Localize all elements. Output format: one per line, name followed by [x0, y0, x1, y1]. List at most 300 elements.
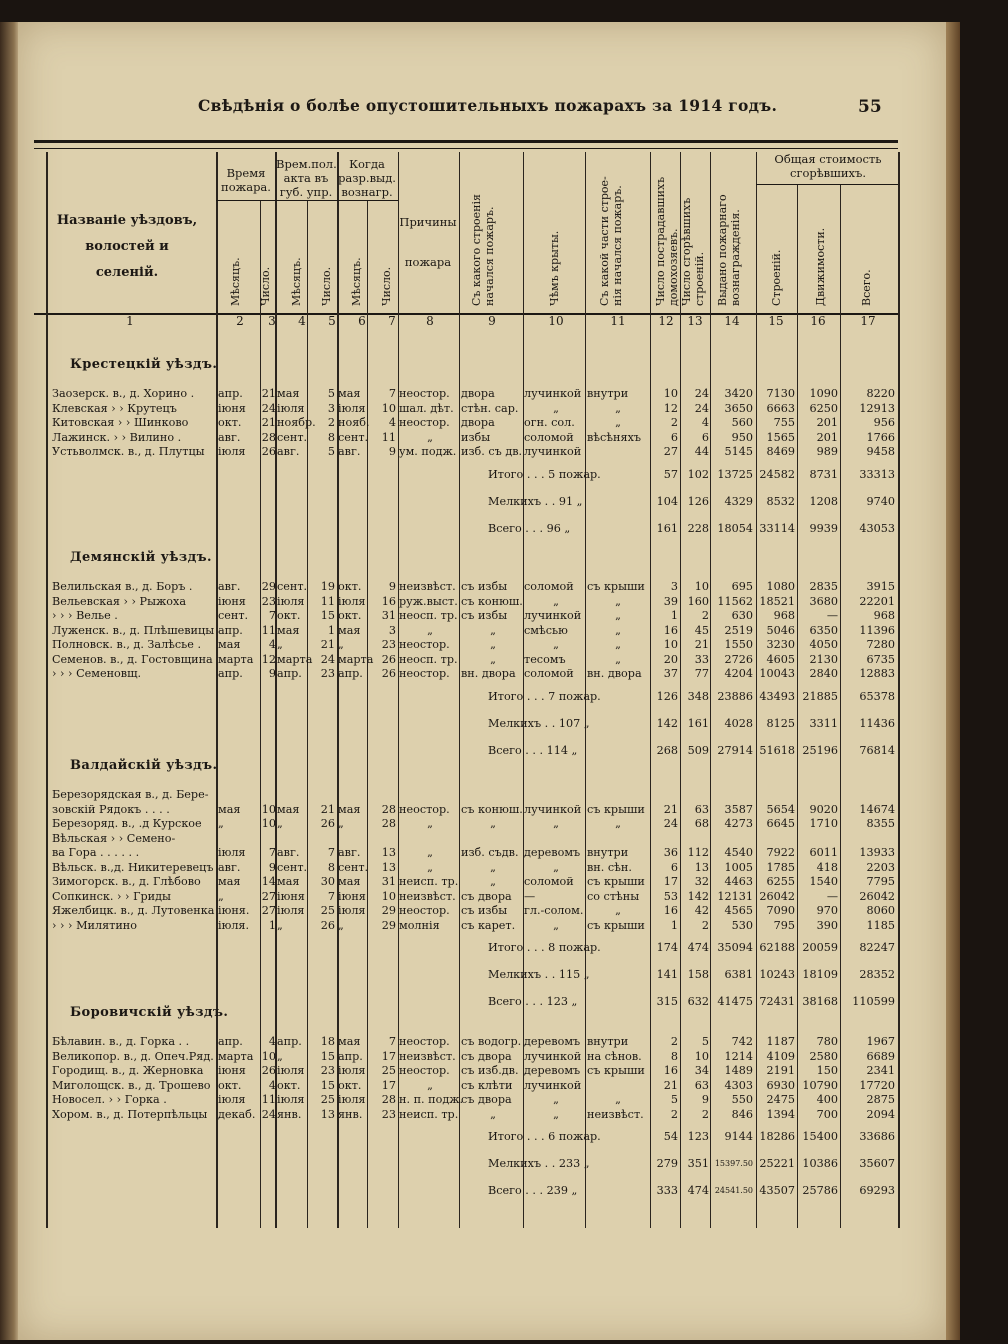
- table-cell: со стѣны: [587, 889, 640, 903]
- vh-day-1: Число.: [259, 266, 272, 306]
- table-cell: съ избы: [461, 580, 508, 593]
- total-value: 8532: [766, 494, 795, 508]
- table-cell: 1: [670, 609, 678, 622]
- table-cell: 10043: [759, 667, 795, 680]
- table-cell: 5: [670, 1093, 678, 1106]
- table-cell: окт.: [338, 580, 362, 593]
- total-label: Итого . . . 5 пожар.: [488, 467, 601, 481]
- table-cell: 21: [694, 638, 709, 651]
- table-cell: окт.: [277, 609, 301, 622]
- table-cell: 25: [320, 1093, 335, 1106]
- total-value: 35094: [717, 941, 753, 954]
- table-cell: 4: [268, 1035, 276, 1048]
- table-cell: „: [277, 1049, 283, 1063]
- table-cell: 6930: [766, 1078, 795, 1092]
- table-cell: двора: [461, 387, 495, 400]
- table-cell: 10: [694, 580, 709, 593]
- table-cell: 2: [327, 416, 335, 429]
- table-cell: 13: [381, 860, 396, 874]
- total-value: 21885: [802, 689, 838, 703]
- table-cell: 44: [694, 445, 709, 458]
- table-cell: деревомъ: [524, 1035, 581, 1048]
- column-line: [46, 152, 48, 1228]
- table-cell: „: [615, 416, 621, 429]
- table-cell: 6: [701, 430, 709, 444]
- table-cell: 18521: [759, 594, 795, 608]
- settlement-name: ва Гора . . . . . .: [52, 846, 140, 859]
- total-label: Всего . . . 114 „: [488, 743, 578, 757]
- table-cell: апр.: [338, 667, 363, 680]
- table-cell: 8355: [866, 817, 895, 830]
- table-cell: неосп. тр.: [399, 609, 458, 622]
- table-cell: 530: [731, 918, 753, 932]
- table-cell: „: [277, 817, 283, 830]
- table-cell: „: [338, 817, 344, 830]
- table-cell: „: [615, 401, 621, 415]
- total-value: 268: [656, 743, 678, 757]
- table-cell: 6645: [766, 817, 795, 830]
- table-cell: 6: [670, 860, 678, 874]
- total-value: 28352: [859, 968, 895, 981]
- table-cell: 23: [320, 667, 335, 680]
- column-number: 12: [658, 314, 674, 328]
- table-cell: 53: [663, 889, 678, 903]
- table-cell: внутри: [587, 387, 629, 400]
- table-cell: марта: [218, 652, 254, 666]
- table-cell: марта: [218, 1049, 254, 1063]
- total-value: 4329: [724, 494, 753, 508]
- table-cell: 1489: [724, 1064, 753, 1077]
- table-cell: 10: [381, 401, 396, 415]
- table-cell: іюля.: [218, 918, 250, 932]
- table-cell: авг.: [218, 430, 241, 444]
- table-cell: 6250: [809, 401, 838, 415]
- settlement-name: Заозерск. в., д. Хорино .: [52, 387, 195, 400]
- table-cell: 560: [731, 416, 753, 429]
- time-group-rule: [216, 200, 398, 201]
- table-cell: 4565: [724, 904, 753, 917]
- table-cell: 4605: [766, 652, 795, 666]
- table-cell: 1187: [766, 1035, 795, 1048]
- table-cell: 6: [670, 430, 678, 444]
- table-cell: гл.-солом.: [524, 904, 584, 917]
- settlement-name: Березоряд. в., .д Курское: [52, 817, 202, 830]
- total-value: 6381: [724, 968, 753, 981]
- settlement-name: Городищ. в., д. Жерновка: [52, 1064, 204, 1077]
- table-cell: 12913: [859, 401, 895, 415]
- table-cell: 27: [261, 904, 276, 917]
- settlement-name: Велильская в., д. Боръ .: [52, 580, 193, 593]
- total-value: 18286: [759, 1130, 795, 1143]
- table-cell: „: [615, 638, 621, 651]
- table-cell: 10: [663, 387, 678, 400]
- column-number: 15: [768, 314, 784, 328]
- col-header-cause: Причины пожара: [399, 215, 457, 269]
- table-cell: неостор.: [399, 802, 450, 816]
- table-cell: деревомъ: [524, 1064, 581, 1077]
- table-cell: нояб.: [338, 416, 370, 429]
- table-cell: 11: [381, 430, 396, 444]
- table-cell: 17: [663, 875, 678, 888]
- table-cell: апр.: [218, 387, 243, 400]
- total-value: 62188: [759, 941, 795, 954]
- table-cell: 12131: [717, 889, 753, 903]
- table-cell: іюля: [218, 1093, 246, 1106]
- binding-edge: [0, 22, 20, 1340]
- total-value: 51618: [759, 743, 795, 757]
- table-cell: неисп. тр.: [399, 1107, 459, 1121]
- table-cell: съ двора: [461, 1049, 512, 1063]
- table-cell: янв.: [338, 1107, 363, 1121]
- table-cell: 2130: [809, 652, 838, 666]
- table-cell: 26042: [759, 889, 795, 903]
- settlement-name: Устьволмск. в., д. Плутцы: [52, 445, 205, 458]
- table-cell: съ крыши: [587, 802, 645, 816]
- table-cell: ум. подж.: [399, 445, 457, 458]
- table-cell: 24: [320, 652, 335, 666]
- total-value: 142: [656, 716, 678, 730]
- table-cell: съ крыши: [587, 918, 645, 932]
- total-value: 10386: [802, 1157, 838, 1170]
- table-cell: 26: [381, 667, 396, 680]
- table-cell: 970: [816, 904, 838, 917]
- table-cell: 3: [388, 623, 396, 637]
- top-rule-thin: [34, 148, 898, 149]
- table-cell: 989: [816, 445, 838, 458]
- total-value: 3311: [809, 716, 838, 730]
- table-cell: избы: [461, 430, 491, 444]
- table-cell: 28: [381, 802, 396, 816]
- settlement-name: › › › Семеновщ.: [52, 667, 142, 680]
- table-cell: іюля: [218, 846, 246, 859]
- table-cell: 3230: [766, 638, 795, 651]
- table-cell: 9: [701, 1093, 709, 1106]
- table-cell: съ конюш.: [461, 594, 523, 608]
- table-cell: 1785: [766, 860, 795, 874]
- table-cell: 13: [381, 846, 396, 859]
- table-cell: неизвѣст.: [399, 580, 456, 593]
- column-number: 2: [236, 314, 244, 328]
- total-value: 474: [687, 1184, 709, 1197]
- table-cell: „: [338, 638, 344, 651]
- total-value: 15397.50: [714, 1159, 753, 1168]
- total-value: 161: [687, 716, 709, 730]
- table-cell: 4303: [724, 1078, 753, 1092]
- column-number: 8: [426, 314, 434, 328]
- table-cell: 10: [663, 638, 678, 651]
- table-cell: 6350: [809, 623, 838, 637]
- table-cell: мая: [338, 875, 361, 888]
- table-cell: 2840: [809, 667, 838, 680]
- total-value: 15400: [802, 1130, 838, 1143]
- vh-month-3: Мѣсяцъ.: [350, 257, 363, 306]
- table-cell: 7: [327, 846, 335, 859]
- table-cell: „: [553, 401, 559, 415]
- table-cell: 1185: [866, 918, 895, 932]
- table-cell: 10: [694, 1049, 709, 1063]
- table-cell: 968: [773, 609, 795, 622]
- table-cell: 2094: [866, 1107, 895, 1121]
- table-cell: неизвѣст.: [587, 1107, 644, 1121]
- table-cell: іюня.: [218, 904, 250, 917]
- table-cell: 31: [381, 875, 396, 888]
- settlement-name: Зимогорск. в., д. Глѣбово: [52, 875, 201, 888]
- table-cell: 201: [816, 430, 838, 444]
- total-value: 9740: [866, 494, 895, 508]
- col-header-name: Названіе уѣздовъ, волостей и селеній.: [56, 213, 198, 280]
- total-value: 69293: [859, 1184, 895, 1197]
- table-cell: 8060: [866, 904, 895, 917]
- top-rule: [34, 140, 898, 143]
- table-cell: 3680: [809, 594, 838, 608]
- table-cell: 160: [687, 594, 709, 608]
- table-cell: съ двора: [461, 1093, 512, 1106]
- total-value: 82247: [859, 941, 895, 954]
- table-cell: 29: [261, 580, 276, 593]
- total-value: 9144: [724, 1130, 753, 1143]
- total-value: 43507: [759, 1184, 795, 1197]
- table-cell: 7: [388, 387, 396, 400]
- table-cell: вн. двора: [461, 667, 516, 680]
- table-cell: 968: [873, 609, 895, 622]
- table-cell: лучинкой: [524, 802, 582, 816]
- table-cell: 742: [731, 1035, 753, 1048]
- total-label: Всего . . . 123 „: [488, 995, 578, 1008]
- table-cell: „: [553, 1107, 559, 1121]
- total-value: 509: [687, 743, 709, 757]
- total-value: 18109: [802, 968, 838, 981]
- vh-from-building: Съ какого строенія начался пожаръ.: [470, 194, 496, 306]
- total-value: 23886: [717, 689, 753, 703]
- table-cell: 45: [694, 623, 709, 637]
- table-cell: 7795: [866, 875, 895, 888]
- total-value: 1208: [809, 494, 838, 508]
- table-cell: 795: [773, 918, 795, 932]
- table-cell: мая: [338, 1035, 361, 1048]
- table-cell: окт.: [277, 1078, 301, 1092]
- table-cell: 77: [694, 667, 709, 680]
- table-cell: лучинкой: [524, 609, 582, 622]
- table-cell: 2: [670, 1107, 678, 1121]
- table-cell: 4463: [724, 875, 753, 888]
- table-cell: 9: [268, 667, 276, 680]
- table-cell: 25: [320, 904, 335, 917]
- table-cell: 10: [381, 889, 396, 903]
- table-cell: изб. съ дв.: [461, 445, 523, 458]
- table-cell: 21: [320, 802, 335, 816]
- total-value: 20059: [802, 941, 838, 954]
- table-cell: авг.: [338, 846, 361, 859]
- table-cell: 11: [261, 1093, 276, 1106]
- table-cell: 9: [388, 445, 396, 458]
- table-cell: іюля: [277, 904, 305, 917]
- table-cell: „: [615, 652, 621, 666]
- table-cell: іюня: [218, 1064, 246, 1077]
- table-cell: „: [490, 623, 496, 637]
- table-cell: руж.выст.: [399, 594, 458, 608]
- table-cell: 24: [663, 817, 678, 830]
- table-cell: съ клѣти: [461, 1078, 513, 1092]
- table-cell: „: [615, 817, 621, 830]
- total-value: 161: [656, 521, 678, 535]
- table-cell: „: [553, 918, 559, 932]
- column-number: 3: [268, 314, 276, 328]
- table-cell: апр.: [218, 667, 243, 680]
- settlement-name: › › › Милятино: [52, 918, 138, 932]
- table-cell: 4204: [724, 667, 753, 680]
- table-cell: 5654: [766, 802, 795, 816]
- column-number: 10: [548, 314, 564, 328]
- table-cell: лучинкой: [524, 1078, 582, 1092]
- table-cell: 10790: [802, 1078, 838, 1092]
- table-cell: „: [615, 904, 621, 917]
- table-cell: вн. двора: [587, 667, 642, 680]
- table-cell: 11562: [717, 594, 753, 608]
- settlement-name: Великопор. в., д. Опеч.Ряд.: [52, 1049, 214, 1063]
- table-cell: 12883: [859, 667, 895, 680]
- table-cell: 28: [381, 817, 396, 830]
- table-cell: 21: [663, 1078, 678, 1092]
- table-cell: 16: [663, 1064, 678, 1077]
- table-cell: 755: [773, 416, 795, 429]
- table-cell: „: [490, 638, 496, 651]
- table-cell: 24: [261, 401, 276, 415]
- table-cell: съ избы: [461, 609, 508, 622]
- table-cell: авг.: [218, 860, 241, 874]
- table-cell: іюля: [277, 1093, 305, 1106]
- table-cell: 34: [694, 1064, 709, 1077]
- table-cell: іюня: [277, 889, 305, 903]
- total-value: 351: [687, 1157, 709, 1170]
- table-cell: 5046: [766, 623, 795, 637]
- table-cell: съ водогр.: [461, 1035, 522, 1048]
- table-cell: мая: [218, 802, 241, 816]
- table-cell: іюля: [338, 594, 366, 608]
- table-cell: 3420: [724, 387, 753, 400]
- table-cell: іюля: [277, 401, 305, 415]
- table-cell: 33: [694, 652, 709, 666]
- table-cell: 16: [381, 594, 396, 608]
- table-cell: 950: [731, 430, 753, 444]
- table-cell: 7090: [766, 904, 795, 917]
- table-cell: 700: [816, 1107, 838, 1121]
- vh-roof: Чѣмъ крыты.: [548, 230, 561, 306]
- total-value: 57: [663, 467, 678, 481]
- table-cell: 8: [670, 1049, 678, 1063]
- table-cell: 15: [320, 1049, 335, 1063]
- table-cell: мая: [277, 387, 300, 400]
- table-cell: 63: [694, 1078, 709, 1092]
- table-cell: 1090: [809, 387, 838, 400]
- vh-households: Число пострадавшихъ домохозяевъ.: [654, 176, 680, 306]
- table-cell: авг.: [218, 580, 241, 593]
- table-cell: 418: [816, 860, 838, 874]
- table-cell: апр.: [218, 1035, 243, 1048]
- table-cell: 27: [663, 445, 678, 458]
- column-number: 13: [687, 314, 703, 328]
- table-cell: 6255: [766, 875, 795, 888]
- vh-from-part: Съ какой части строе- нія начался пожаръ.: [598, 176, 624, 306]
- table-cell: 2: [701, 918, 709, 932]
- settlement-name: Семенов. в., д. Гостовщина: [52, 652, 213, 666]
- total-value: 33114: [759, 521, 795, 535]
- table-cell: 29: [381, 918, 396, 932]
- table-cell: 9020: [809, 802, 838, 816]
- table-cell: 24: [261, 1107, 276, 1121]
- table-cell: 201: [816, 416, 838, 429]
- table-cell: іюля: [338, 1064, 366, 1077]
- table-cell: 37: [663, 667, 678, 680]
- total-value: 126: [687, 494, 709, 508]
- table-cell: 17: [381, 1049, 396, 1063]
- table-cell: 5: [327, 445, 335, 458]
- total-value: 228: [687, 521, 709, 535]
- table-cell: апр.: [218, 623, 243, 637]
- total-value: 25786: [802, 1184, 838, 1197]
- table-cell: 15: [320, 609, 335, 622]
- total-value: 8125: [766, 716, 795, 730]
- table-cell: 15: [320, 1078, 335, 1092]
- table-cell: апр.: [338, 1049, 363, 1063]
- table-cell: 1394: [766, 1107, 795, 1121]
- table-cell: 2835: [809, 580, 838, 593]
- table-cell: 695: [731, 580, 753, 593]
- table-cell: 390: [816, 918, 838, 932]
- table-cell: декаб.: [218, 1107, 256, 1121]
- total-value: 104: [656, 494, 678, 508]
- settlement-name: Миголощск. в., д. Трошево: [52, 1078, 211, 1092]
- table-cell: 1005: [724, 860, 753, 874]
- table-cell: 7130: [766, 387, 795, 400]
- total-value: 126: [656, 689, 678, 703]
- table-cell: лучинкой: [524, 445, 582, 458]
- total-value: 76814: [859, 743, 895, 757]
- district-heading: Боровичскій уѣздъ.: [70, 1005, 229, 1020]
- table-cell: 400: [816, 1093, 838, 1106]
- table-cell: 25: [381, 1064, 396, 1077]
- table-cell: неисп. тр.: [399, 875, 459, 888]
- table-cell: 23: [381, 638, 396, 651]
- settlement-name: Клевская › › Крутецъ: [52, 401, 177, 415]
- total-value: 41475: [717, 995, 753, 1008]
- settlement-name: Полновск. в., д. Залѣсье .: [52, 638, 202, 651]
- table-cell: „: [553, 638, 559, 651]
- table-cell: іюня: [218, 594, 246, 608]
- vh-movables: Движимости.: [814, 227, 827, 306]
- table-cell: 5: [327, 387, 335, 400]
- table-cell: 13: [320, 1107, 335, 1121]
- table-cell: неостор.: [399, 387, 450, 400]
- settlement-name: Березорядская в., д. Бере-: [52, 788, 209, 801]
- total-value: 72431: [759, 995, 795, 1008]
- table-cell: 2: [701, 1107, 709, 1121]
- total-value: 333: [656, 1184, 678, 1197]
- table-cell: сент.: [277, 860, 308, 874]
- table-cell: мая: [218, 638, 241, 651]
- table-cell: мая: [338, 387, 361, 400]
- total-value: 474: [687, 941, 709, 954]
- table-cell: 13: [694, 860, 709, 874]
- table-cell: 956: [873, 416, 895, 429]
- table-cell: „: [553, 594, 559, 608]
- table-cell: неостор.: [399, 1035, 450, 1048]
- table-cell: 12: [261, 652, 276, 666]
- table-cell: 21: [261, 416, 276, 429]
- table-cell: съ конюш.: [461, 802, 523, 816]
- table-cell: мая: [218, 875, 241, 888]
- table-cell: 16: [663, 904, 678, 917]
- settlement-name: Хором. в., д. Потерпѣльцы: [52, 1107, 208, 1121]
